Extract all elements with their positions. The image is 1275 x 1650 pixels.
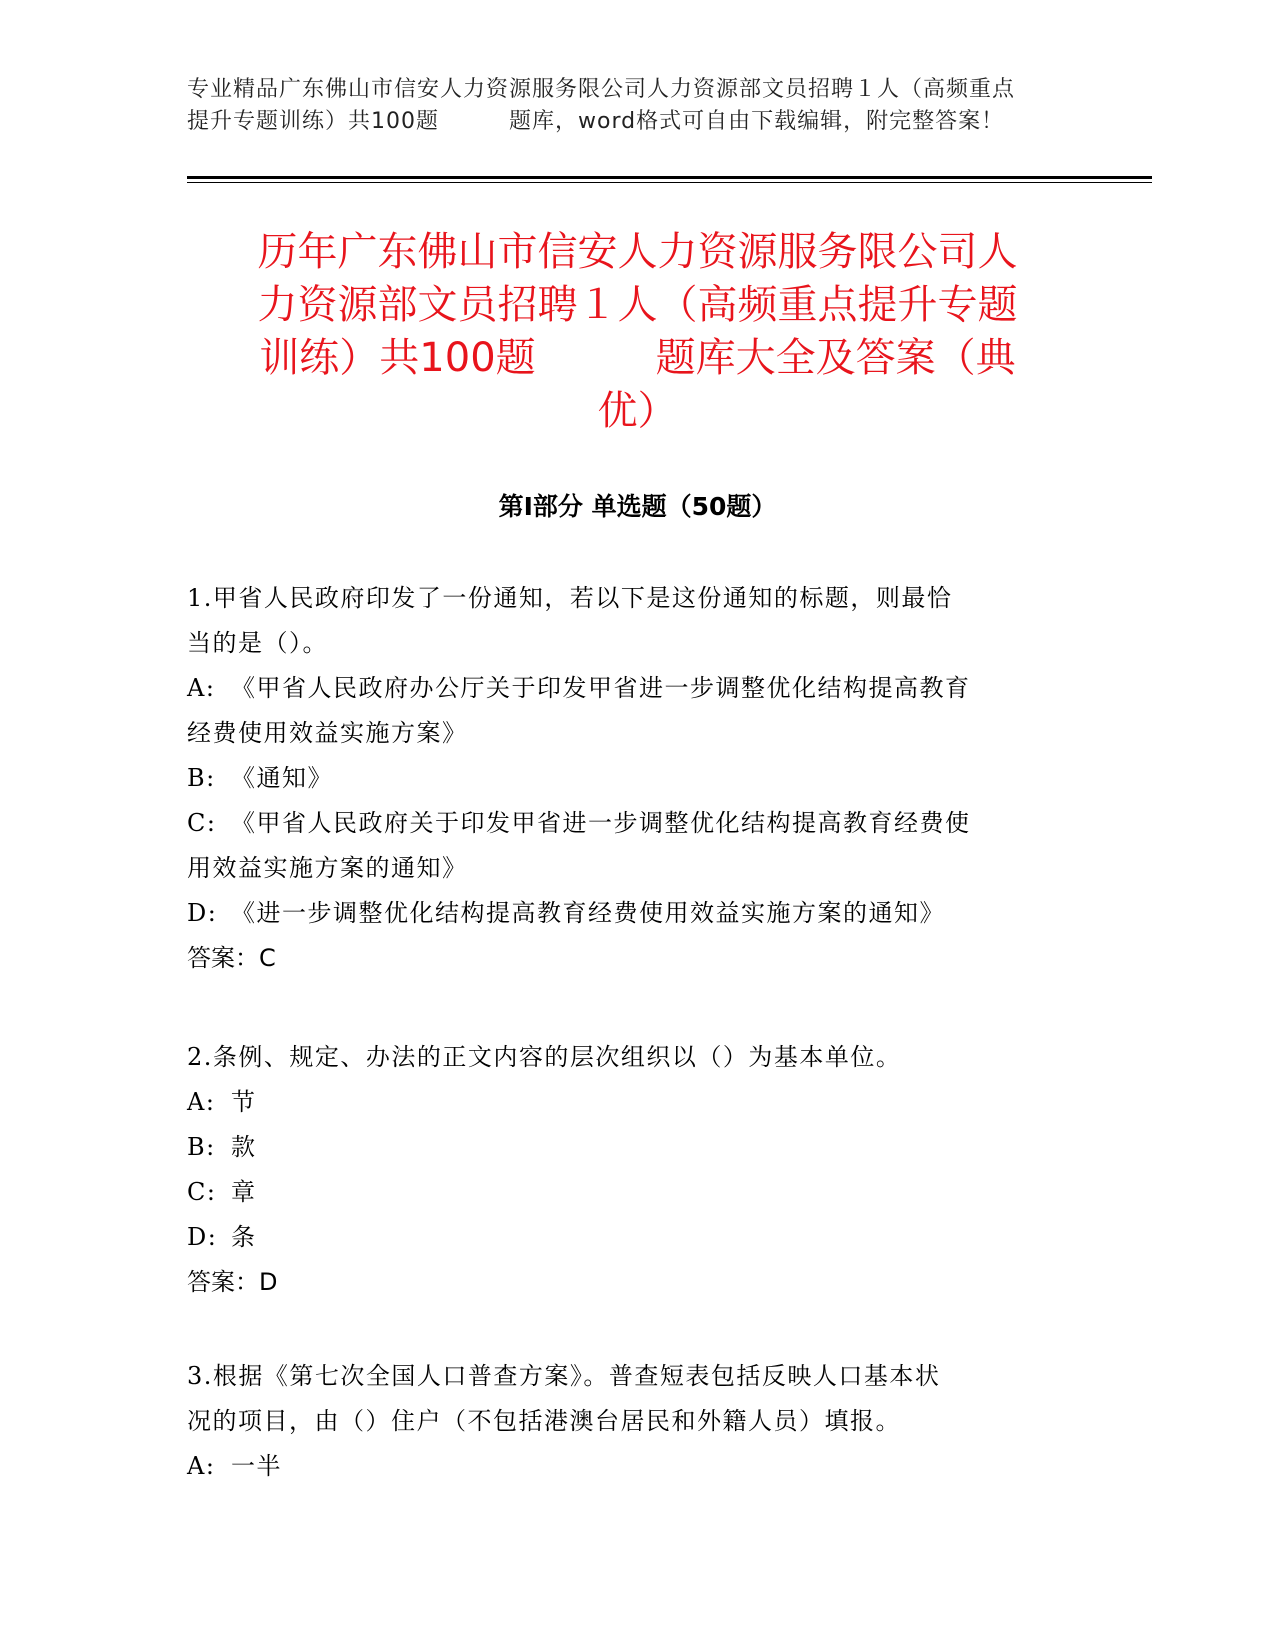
- option-c: [187, 1170, 1067, 1215]
- title-line-4: 优）: [597, 388, 678, 434]
- answer-line: 答案：C: [187, 944, 276, 972]
- title-line-2: 力资源部文员招聘１人（高频重点提升专题: [257, 282, 1018, 328]
- option-text-continued: 用效益实施方案的通知》: [187, 854, 468, 882]
- section-heading: 第Ⅰ部分 单选题（50题）: [498, 492, 777, 521]
- answer-line: 答案：D: [187, 1268, 278, 1296]
- title-line-3: [195, 332, 1080, 385]
- title-line-3-left: 训练）共100题: [259, 335, 536, 381]
- question-3: [187, 1354, 1067, 1489]
- option-text: 款: [231, 1133, 257, 1161]
- option-d: [187, 891, 1067, 936]
- question-stem: [187, 576, 1067, 666]
- option-letter: B:: [187, 1133, 216, 1161]
- option-text: 条: [231, 1223, 257, 1251]
- question-stem-line: 2.条例、规定、办法的正文内容的层次组织以（）为基本单位。: [187, 1043, 902, 1071]
- header-line-2-right: 题库，word格式可自由下载编辑，附完整答案！: [509, 109, 1005, 134]
- option-letter: A:: [187, 1088, 216, 1116]
- option-text-continued: 经费使用效益实施方案》: [187, 719, 468, 747]
- option-a: [187, 666, 1067, 756]
- option-text: 节: [231, 1088, 257, 1116]
- option-text: 《甲省人民政府办公厅关于印发甲省进一步调整优化结构提高教育: [231, 674, 971, 702]
- option-d: [187, 1215, 1067, 1260]
- option-text: 一半: [231, 1452, 282, 1480]
- option-letter: D:: [187, 1223, 218, 1251]
- question-1: [187, 576, 1067, 981]
- title-line-3-right: 题库大全及答案（典: [655, 335, 1016, 381]
- option-letter: C:: [187, 809, 217, 837]
- option-letter: A:: [187, 674, 216, 702]
- option-text: 《通知》: [231, 764, 333, 792]
- question-stem-line: 况的项目，由（）住户（不包括港澳台居民和外籍人员）填报。: [187, 1407, 901, 1435]
- option-letter: C:: [187, 1178, 217, 1206]
- option-a: [187, 1080, 1067, 1125]
- header-line-2: [187, 106, 1087, 138]
- question-stem-line: 当的是（）。: [187, 629, 328, 657]
- option-letter: D:: [187, 899, 218, 927]
- page-header: [187, 74, 1087, 138]
- question-stem-line: 1.甲省人民政府印发了一份通知，若以下是这份通知的标题，则最恰: [187, 584, 953, 612]
- header-line-1: 专业精品广东佛山市信安人力资源服务限公司人力资源部文员招聘１人（高频重点: [187, 77, 1016, 102]
- option-a: [187, 1444, 1067, 1489]
- option-text: 章: [231, 1178, 257, 1206]
- question-stem-line: 3.根据《第七次全国人口普查方案》。普查短表包括反映人口基本状: [187, 1362, 941, 1390]
- option-text: 《甲省人民政府关于印发甲省进一步调整优化结构提高教育经费使: [231, 809, 971, 837]
- question-stem: [187, 1035, 1067, 1080]
- header-divider-thin: [187, 182, 1152, 183]
- document-title: [195, 226, 1080, 438]
- title-line-1: 历年广东佛山市信安人力资源服务限公司人: [257, 229, 1018, 275]
- question-stem: [187, 1354, 1067, 1444]
- header-divider-thick: [187, 176, 1152, 179]
- option-c: [187, 801, 1067, 891]
- option-letter: B:: [187, 764, 216, 792]
- option-text: 《进一步调整优化结构提高教育经费使用效益实施方案的通知》: [231, 899, 945, 927]
- option-b: [187, 756, 1067, 801]
- question-2: [187, 1035, 1067, 1305]
- option-letter: A:: [187, 1452, 216, 1480]
- header-line-2-left: 提升专题训练）共100题: [187, 109, 439, 134]
- option-b: [187, 1125, 1067, 1170]
